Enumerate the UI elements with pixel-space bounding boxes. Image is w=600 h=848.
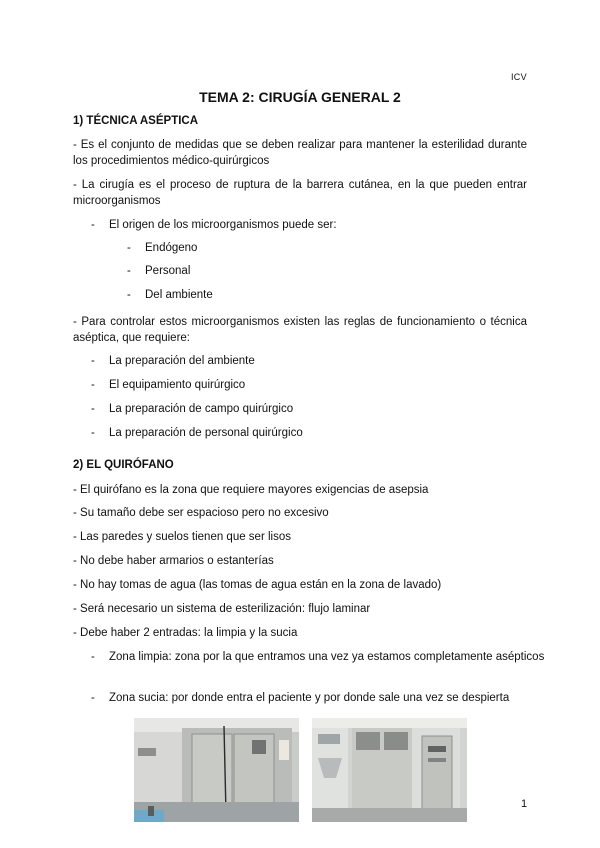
section2-line: - Será necesario un sistema de esterilización: flujo laminar (73, 603, 371, 615)
requirement-item: - La preparación de personal quirúrgico (91, 427, 303, 439)
operating-room-right-image (312, 718, 467, 822)
section1-heading: 1) TÉCNICA ASÉPTICA (73, 115, 199, 127)
section2-line: - El quirófano es la zona que requiere mayores exigencias de asepsia (73, 484, 429, 496)
header-initials: ICV (511, 72, 527, 82)
entry-text: Zona sucia: por donde entra el paciente y por donde sale una vez se despierta (109, 692, 510, 704)
photo-operating-room-door-left (134, 718, 299, 822)
entry-item-dirty: - Zona sucia: por donde entra el paciente y por donde sale una vez se despierta (91, 690, 527, 724)
requirement-text: El equipamiento quirúrgico (109, 379, 246, 391)
section2-line: - No hay tomas de agua (las tomas de agua están en la zona de lavado) (73, 579, 442, 591)
page-number: 1 (521, 798, 528, 810)
list-dash: - (91, 219, 95, 231)
entry-item-clean: - Zona limpia: zona por la que entramos una vez ya estamos completamente asépticos (91, 651, 545, 663)
requirement-item: - La preparación del ambiente (91, 355, 255, 367)
origin-sublist-item: - Endógeno (127, 242, 198, 254)
entry-text: Zona limpia: zona por la que entramos una vez ya estamos completamente asépticos (109, 651, 545, 663)
origin-ambiente: Del ambiente (145, 289, 213, 301)
origin-personal: Personal (145, 265, 191, 277)
section2-line: - Las paredes y suelos tienen que ser lisos (73, 531, 291, 543)
section2-line: - Su tamaño debe ser espacioso pero no excesivo (73, 507, 329, 519)
requirement-item: - La preparación de campo quirúrgico (91, 403, 294, 415)
requirement-text: La preparación del ambiente (109, 355, 255, 367)
origin-sublist-item: - Personal (127, 265, 191, 277)
section1-paragraph-1: - Es el conjunto de medidas que se deben realizar para mantener la esterilidad durante los procedimientos médico-quirúrgicos (73, 139, 527, 167)
page-title: TEMA 2: CIRUGÍA GENERAL 2 (199, 89, 401, 105)
operating-room-left-image (134, 718, 299, 822)
requirement-item: - El equipamiento quirúrgico (91, 379, 246, 391)
origin-sublist-item: - Del ambiente (127, 289, 213, 301)
origin-endogeno: Endógeno (145, 242, 198, 254)
section1-paragraph-3: - Para controlar estos microorganismos existen las reglas de funcionamiento o técnica aséptica, que requiere: (73, 316, 527, 344)
section2-heading: 2) EL QUIRÓFANO (73, 459, 174, 471)
origin-list-text: El origen de los microorganismos puede ser: (109, 219, 337, 231)
section2-line: - No debe haber armarios o estanterías (73, 555, 274, 567)
section2-line: - Debe haber 2 entradas: la limpia y la sucia (73, 627, 298, 639)
requirement-text: La preparación de personal quirúrgico (109, 427, 303, 439)
requirement-text: La preparación de campo quirúrgico (109, 403, 294, 415)
origin-list-item (91, 217, 527, 233)
photo-operating-room-door-right (312, 718, 467, 822)
section1-paragraph-2: - La cirugía es el proceso de ruptura de la barrera cutánea, en la que pueden entrar microorganismos (73, 179, 527, 207)
